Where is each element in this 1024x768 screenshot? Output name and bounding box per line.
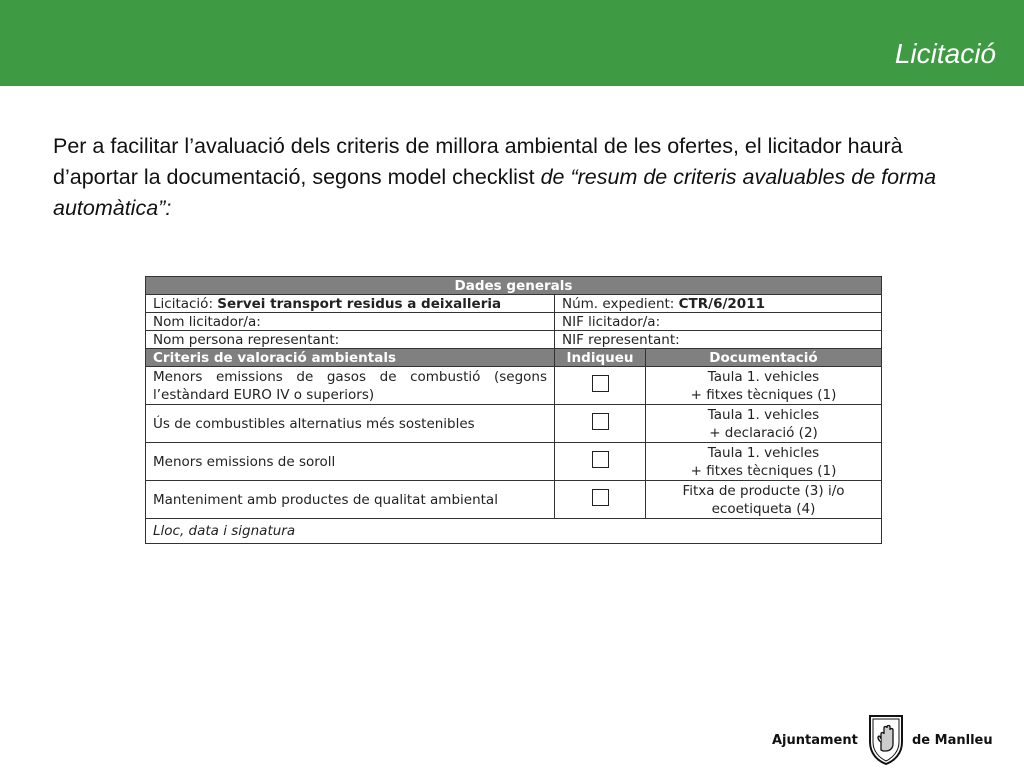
documentation-line: + fitxes tècniques (1) (690, 386, 837, 403)
documentation-line: ecoetiqueta (4) (711, 500, 816, 517)
nif-licitador-field[interactable]: NIF licitador/a: (555, 313, 882, 331)
criterion-text: Manteniment amb productes de qualitat ambiental (146, 481, 555, 519)
criterion-row (146, 481, 882, 519)
criterion-checkbox[interactable] (592, 451, 609, 468)
documentation-line: Taula 1. vehicles (707, 444, 820, 461)
documentation-line: + fitxes tècniques (1) (690, 462, 837, 479)
representant-row (146, 331, 882, 349)
nif-representant-field[interactable]: NIF representant: (555, 331, 882, 349)
expedient-label: Núm. expedient: (562, 295, 679, 312)
documentation-cell (646, 481, 882, 519)
footer-ajuntament: Ajuntament (772, 733, 858, 748)
intro-italic-text: de “resum de criteris avaluables de forma automàtica”: (53, 165, 937, 220)
documentation-line: Taula 1. vehicles (707, 406, 820, 423)
licitacio-label: Licitació: (153, 295, 218, 312)
intro-paragraph (53, 131, 983, 224)
checklist-form (145, 276, 882, 544)
intro-text: Per a facilitar l’avaluació dels criteris de millora ambiental de les ofertes, el licitador haurà d’aportar la documentació, segons model checklist (53, 134, 903, 189)
criterion-checkbox-cell (555, 481, 646, 519)
page-title: Licitació (894, 38, 996, 69)
licitacio-cell (146, 295, 555, 313)
criterion-checkbox[interactable] (592, 413, 609, 430)
criterion-row (146, 405, 882, 443)
documentation-cell (646, 443, 882, 481)
signature-row (146, 519, 882, 544)
footer-manlleu: de Manlleu (912, 733, 993, 748)
header-bar (0, 0, 1024, 86)
general-header: Dades generals (146, 277, 882, 295)
expedient-cell (555, 295, 882, 313)
nom-licitador-field[interactable]: Nom licitador/a: (146, 313, 555, 331)
criterion-text: Ús de combustibles alternatius més sostenibles (146, 405, 555, 443)
documentacio-header: Documentació (646, 349, 882, 367)
signature-field[interactable]: Lloc, data i signatura (146, 519, 882, 544)
criterion-line: l’estàndard EURO IV o superiors) (153, 386, 375, 403)
indiqueu-header: Indiqueu (555, 349, 646, 367)
nom-representant-field[interactable]: Nom persona representant: (146, 331, 555, 349)
criteria-header-row (146, 349, 882, 367)
criterion-text (146, 367, 555, 405)
documentation-line: Taula 1. vehicles (707, 368, 820, 385)
criteria-header: Criteris de valoració ambientals (146, 349, 555, 367)
criterion-line: Menors emissions de gasos de combustió (segons (153, 368, 547, 385)
expedient-value: CTR/6/2011 (678, 295, 765, 312)
documentation-cell (646, 367, 882, 405)
documentation-line: Fitxa de producte (3) i/o (682, 482, 845, 499)
licitacio-value: Servei transport residus a deixalleria (217, 295, 502, 312)
criterion-checkbox-cell (555, 443, 646, 481)
criterion-row (146, 443, 882, 481)
criterion-checkbox[interactable] (592, 375, 609, 392)
criterion-row (146, 367, 882, 405)
documentation-cell (646, 405, 882, 443)
criterion-checkbox-cell (555, 405, 646, 443)
licitacio-row (146, 295, 882, 313)
licitador-row (146, 313, 882, 331)
manlleu-crest-icon (866, 712, 906, 766)
criterion-checkbox-cell (555, 367, 646, 405)
documentation-line: + declaració (2) (709, 424, 818, 441)
criterion-checkbox[interactable] (592, 489, 609, 506)
criterion-text: Menors emissions de soroll (146, 443, 555, 481)
general-header-row (146, 277, 882, 295)
